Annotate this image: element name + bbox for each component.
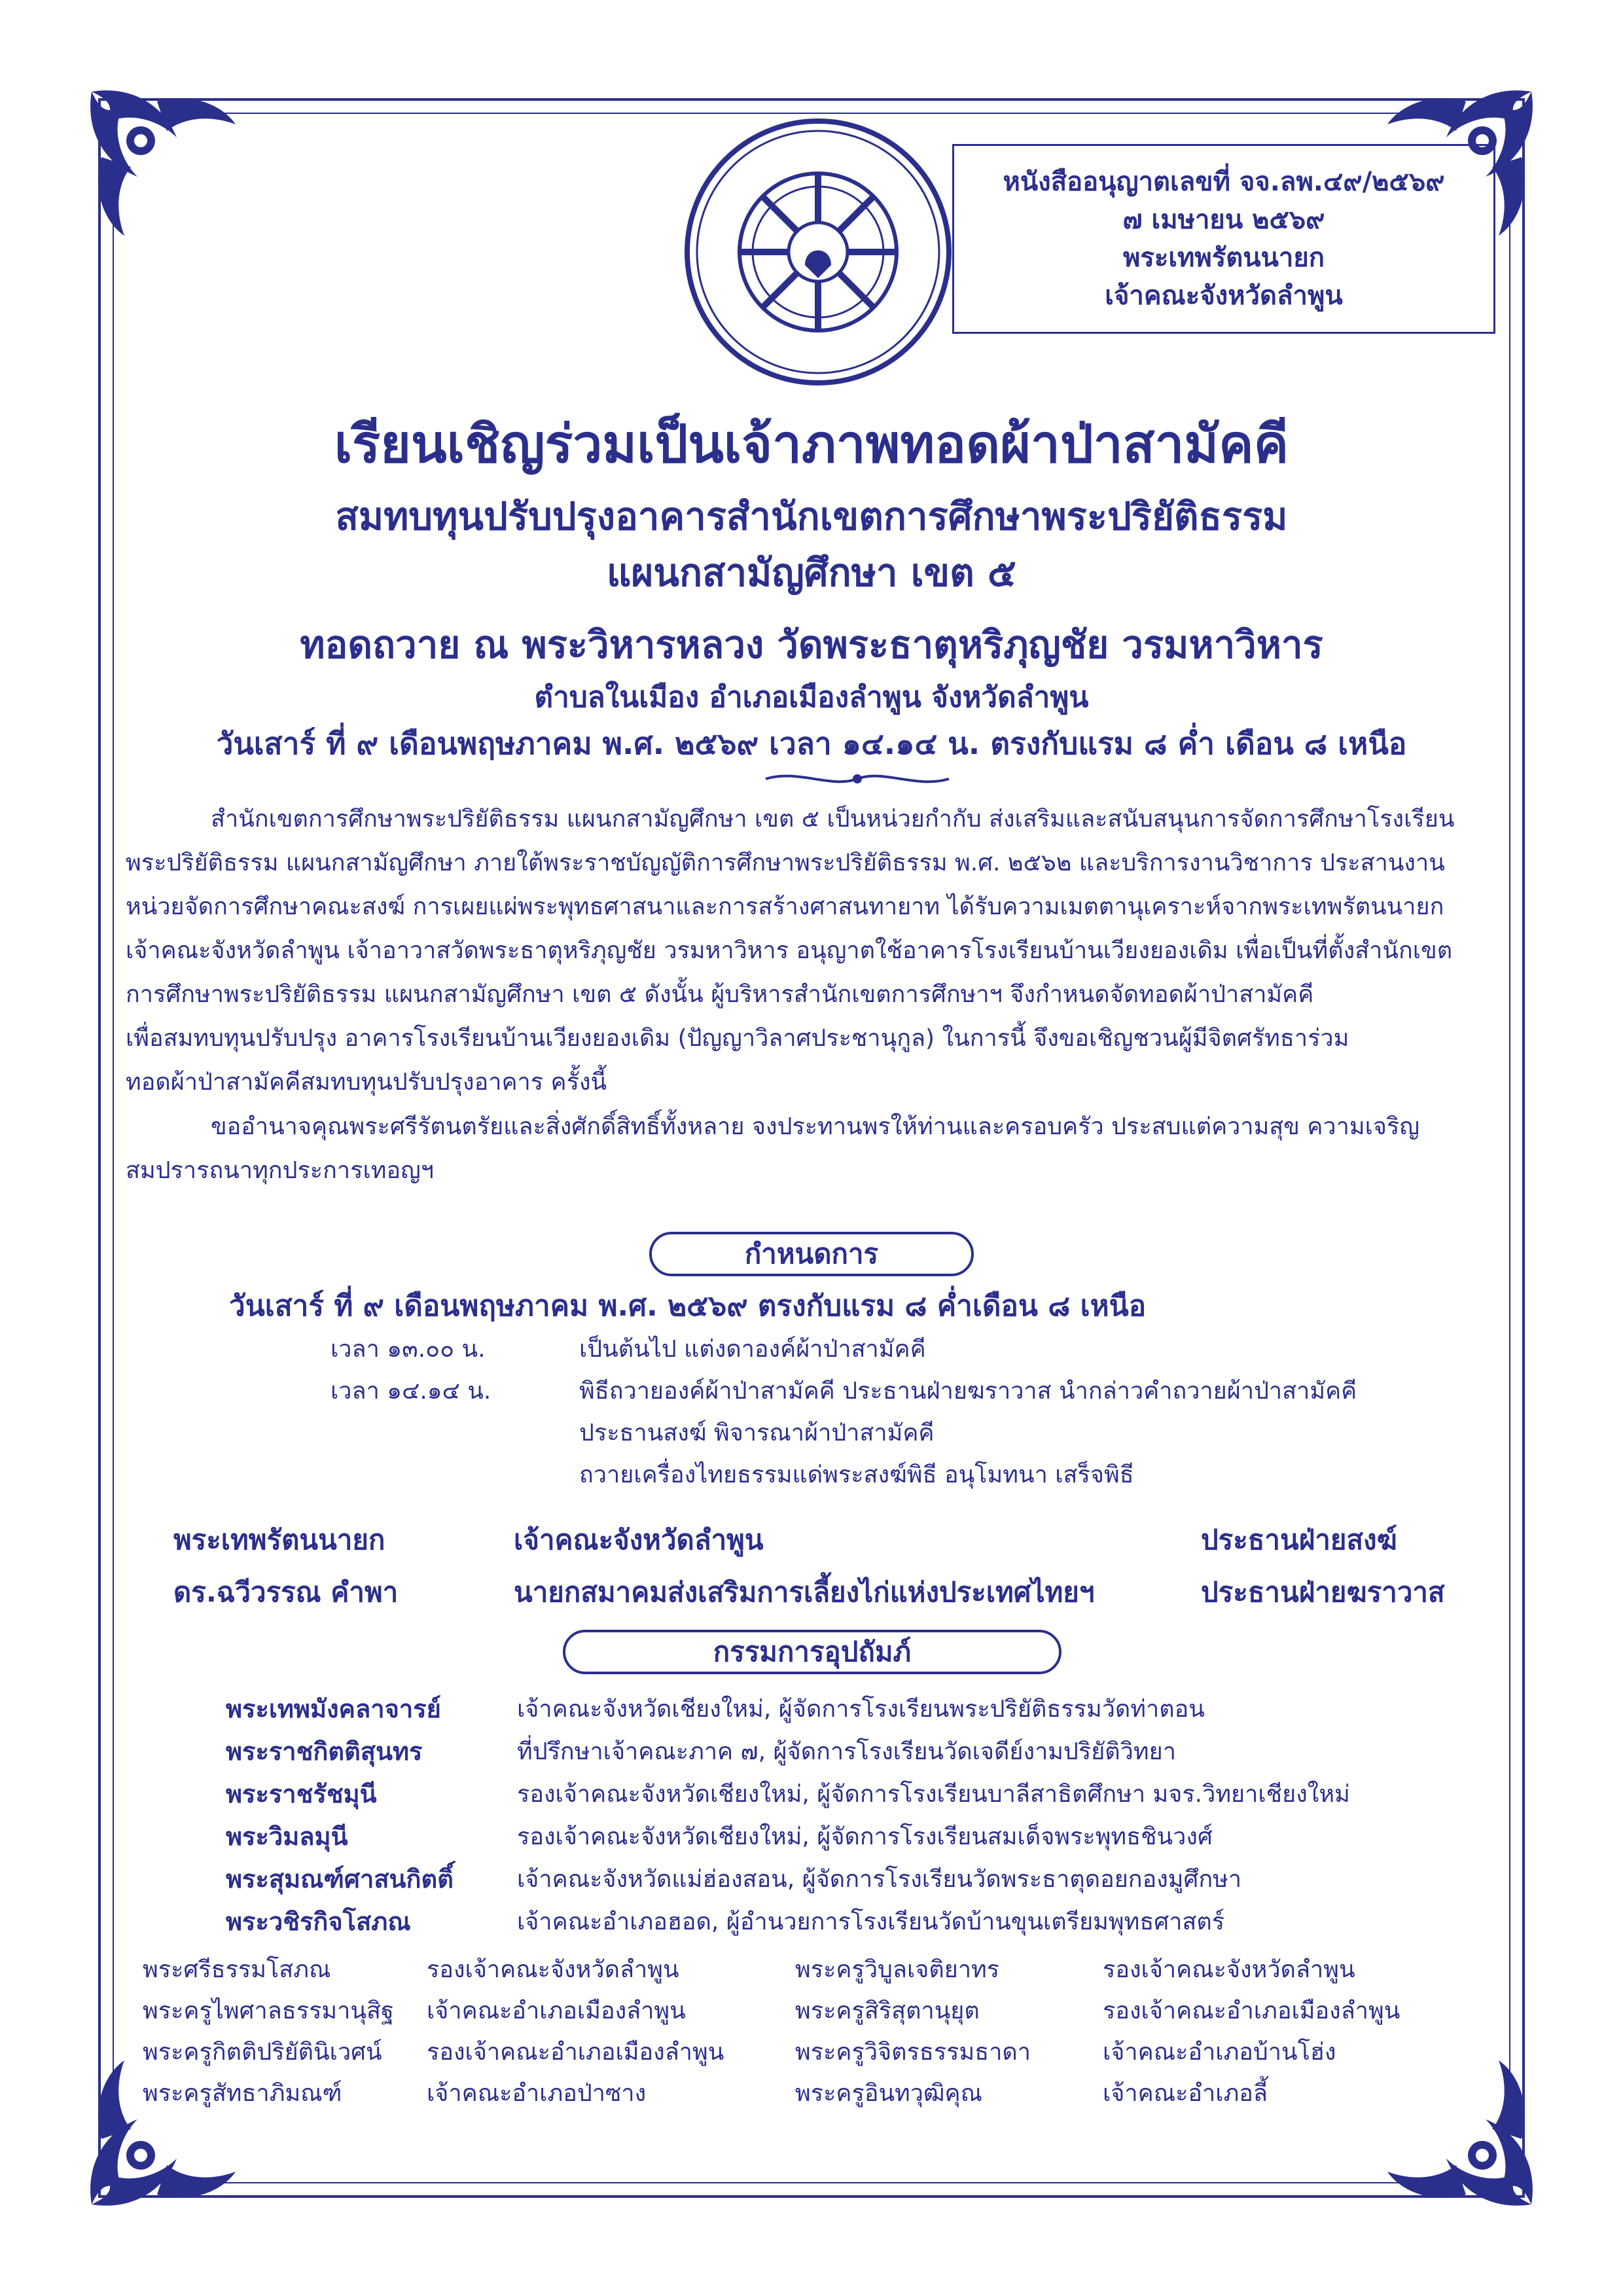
patron-name: พระเทพมังคลาจารย์ bbox=[226, 1695, 441, 1723]
schedule-activity: ถวายเครื่องไทยธรรมแด่พระสงฆ์พิธี อนุโมทนา เสร็จพิธี bbox=[579, 1462, 1134, 1488]
ornamental-divider bbox=[759, 766, 955, 792]
subtitle-2: แผนกสามัญศึกษา เขต ๕ bbox=[607, 550, 1016, 595]
permit-date: ๗ เมษายน ๒๕๖๙ bbox=[1122, 205, 1325, 235]
patrons-heading: กรรมการอุปถัมภ์ bbox=[563, 1630, 1061, 1674]
para1-line: เพื่อสมทบทุนปรับปรุง อาคารโรงเรียนบ้านเวียงยองเดิม (ปัญญาวิลาศประชานุกูล) ในการนี้ จึงขอเชิญชวนผู้มีจิตศรัทธาร่วม bbox=[126, 1025, 1349, 1052]
committee-position: รองเจ้าคณะจังหวัดลำพูน bbox=[427, 1956, 679, 1983]
leader-role: ประธานฝ่ายสงฆ์ bbox=[1201, 1524, 1397, 1556]
patron-name: พระวิมลมุนี bbox=[226, 1822, 348, 1851]
schedule-date: วันเสาร์ ที่ ๙ เดือนพฤษภาคม พ.ศ. ๒๕๖๙ ตรงกับแรม ๘ ค่ำเดือน ๘ เหนือ bbox=[229, 1289, 1147, 1323]
committee-name: พระครูสิริสุตานุยุต bbox=[795, 1998, 980, 2024]
page-title: เรียนเชิญร่วมเป็นเจ้าภาพทอดผ้าป่าสามัคคี bbox=[334, 414, 1289, 475]
permit-number: หนังสืออนุญาตเลขที่ จจ.ลพ.๔๙/๒๕๖๙ bbox=[1003, 167, 1445, 197]
patron-desc: เจ้าคณะจังหวัดเชียงใหม่, ผู้จัดการโรงเรียนพระปริยัติธรรมวัดท่าตอน bbox=[517, 1696, 1205, 1723]
schedule-activity: พิธีถวายองค์ผ้าป่าสามัคคี ประธานฝ่ายฆราวาส นำกล่าวคำถวายผ้าป่าสามัคคี bbox=[579, 1378, 1357, 1405]
subtitle-1: สมทบทุนปรับปรุงอาคารสำนักเขตการศึกษาพระปริยัติธรรม bbox=[335, 494, 1288, 539]
committee-position: รองเจ้าคณะอำเภอเมืองลำพูน bbox=[427, 2039, 724, 2066]
committee-name: พระครูวิบูลเจติยาทร bbox=[795, 1956, 1000, 1983]
committee-position: เจ้าคณะอำเภอบ้านโฮ่ง bbox=[1103, 2039, 1336, 2066]
leader-position: นายกสมาคมส่งเสริมการเลี้ยงไก่แห่งประเทศไทยฯ bbox=[514, 1576, 1095, 1608]
ceremony-location: ทอดถวาย ณ พระวิหารหลวง วัดพระธาตุหริภุญชัย วรมหาวิหาร bbox=[300, 622, 1323, 667]
committee-name: พระครูสัทธาภิมณฑ์ bbox=[143, 2080, 342, 2107]
schedule-activity: เป็นต้นไป แต่งดาองค์ผ้าป่าสามัคคี bbox=[579, 1336, 926, 1363]
para1-line: การศึกษาพระปริยัติธรรม แผนกสามัญศึกษา เขต ๕ ดังนั้น ผู้บริหารสำนักเขตการศึกษาฯ จึงกำหนดจัดทอดผ้าป่าสามัคคี bbox=[126, 981, 1314, 1008]
para1-line: หน่วยจัดการศึกษาคณะสงฆ์ การเผยแผ่พระพุทธศาสนาและการสร้างศาสนทายาท ได้รับความเมตตานุเคราะห์จากพระเทพรัตนนายก bbox=[126, 893, 1444, 920]
schedule-activity: ประธานสงฆ์ พิจารณาผ้าป่าสามัคคี bbox=[579, 1420, 935, 1446]
patron-desc: รองเจ้าคณะจังหวัดเชียงใหม่, ผู้จัดการโรงเรียนบาลีสาธิตศึกษา มจร.วิทยาเชียงใหม่ bbox=[517, 1781, 1350, 1808]
leader-role: ประธานฝ่ายฆราวาส bbox=[1201, 1576, 1445, 1608]
patron-name: พระสุมณฑ์ศาสนกิตติ์ bbox=[226, 1865, 454, 1893]
body-paragraph-2 bbox=[126, 1105, 1497, 1193]
patron-name: พระราชรัชมุนี bbox=[226, 1780, 377, 1808]
para1-line: ทอดผ้าป่าสามัคคีสมทบทุนปรับปรุงอาคาร ครั้งนี้ bbox=[126, 1069, 607, 1096]
patron-name: พระวชิรกิจโสภณ bbox=[226, 1907, 411, 1936]
permit-box bbox=[952, 144, 1495, 334]
para1-line: พระปริยัติธรรม แผนกสามัญศึกษา ภายใต้พระราชบัญญัติการศึกษาพระปริยัติธรรม พ.ศ. ๒๕๖๒ และบริการงานวิชาการ ประสานงาน bbox=[126, 850, 1445, 876]
committee-name: พระครูอินทวุฒิคุณ bbox=[795, 2080, 982, 2107]
committee-position: เจ้าคณะอำเภอเมืองลำพูน bbox=[427, 1998, 686, 2024]
corner-ornament-top-left bbox=[79, 79, 249, 249]
corner-ornament-bottom-left bbox=[79, 2047, 249, 2217]
para2-line: ขออำนาจคุณพระศรีรัตนตรัยและสิ่งศักดิ์สิทธิ์ทั้งหลาย จงประทานพรให้ท่านและครอบครัว ประสบแต่ความสุข ความเจริญ bbox=[211, 1113, 1419, 1140]
leader-name: พระเทพรัตนนายก bbox=[173, 1524, 385, 1556]
leader-name: ดร.ฉวีวรรณ คำพา bbox=[173, 1576, 399, 1608]
committee-position: เจ้าคณะอำเภอป่าซาง bbox=[427, 2080, 647, 2107]
ceremony-date: วันเสาร์ ที่ ๙ เดือนพฤษภาคม พ.ศ. ๒๕๖๙ เวลา ๑๔.๑๔ น. ตรงกับแรม ๘ ค่ำ เดือน ๘ เหนือ bbox=[216, 726, 1407, 761]
para1-line: สำนักเขตการศึกษาพระปริยัติธรรม แผนกสามัญศึกษา เขต ๕ เป็นหน่วยกำกับ ส่งเสริมและสนับสนุนการจัดการศึกษาโรงเรียน bbox=[211, 806, 1455, 833]
permit-grantor: พระเทพรัตนนายก bbox=[1122, 243, 1325, 273]
schedule-heading: กำหนดการ bbox=[649, 1232, 974, 1276]
para2-line: สมปรารถนาทุกประการเทอญฯ bbox=[126, 1157, 435, 1184]
patron-desc: ที่ปรึกษาเจ้าคณะภาค ๗, ผู้จัดการโรงเรียนวัดเจดีย์งามปริยัติวิทยา bbox=[517, 1738, 1176, 1765]
organization-seal bbox=[681, 115, 955, 389]
corner-ornament-bottom-right bbox=[1374, 2047, 1544, 2217]
schedule-time-1: เวลา ๑๓.๐๐ น. bbox=[330, 1336, 486, 1363]
permit-grantor-position: เจ้าคณะจังหวัดลำพูน bbox=[1105, 281, 1343, 311]
leader-position: เจ้าคณะจังหวัดลำพูน bbox=[514, 1524, 764, 1556]
body-paragraph-1 bbox=[126, 797, 1497, 1104]
patron-desc: เจ้าคณะอำเภอฮอด, ผู้อำนวยการโรงเรียนวัดบ้านขุนเตรียมพุทธศาสตร์ bbox=[517, 1909, 1225, 1935]
committee-name: พระศรีธรรมโสภณ bbox=[143, 1956, 331, 1983]
para1-line: เจ้าคณะจังหวัดลำพูน เจ้าอาวาสวัดพระธาตุหริภุญชัย วรมหาวิหาร อนุญาตใช้อาคารโรงเรียนบ้านเวียงยองเดิม เพื่อเป็นที่ตั้งสำนักเขต bbox=[126, 937, 1453, 964]
committee-position: รองเจ้าคณะจังหวัดลำพูน bbox=[1103, 1956, 1355, 1983]
patron-name: พระราชกิตติสุนทร bbox=[226, 1737, 423, 1766]
committee-position: เจ้าคณะอำเภอลี้ bbox=[1103, 2080, 1268, 2107]
ceremony-address: ตำบลในเมือง อำเภอเมืองลำพูน จังหวัดลำพูน bbox=[534, 681, 1089, 714]
patron-desc: รองเจ้าคณะจังหวัดเชียงใหม่, ผู้จัดการโรงเรียนสมเด็จพระพุทธชินวงศ์ bbox=[517, 1823, 1213, 1850]
committee-name: พระครูวิจิตรธรรมธาดา bbox=[795, 2039, 1031, 2066]
schedule-time-2: เวลา ๑๔.๑๔ น. bbox=[330, 1378, 491, 1405]
committee-name: พระครูไพศาลธรรมานุสิฐ bbox=[143, 1998, 394, 2024]
committee-position: รองเจ้าคณะอำเภอเมืองลำพูน bbox=[1103, 1998, 1400, 2024]
committee-name: พระครูกิตติปริยัตินิเวศน์ bbox=[143, 2039, 382, 2066]
patron-desc: เจ้าคณะจังหวัดแม่ฮ่องสอน, ผู้จัดการโรงเรียนวัดพระธาตุดอยกองมูศึกษา bbox=[517, 1866, 1242, 1893]
